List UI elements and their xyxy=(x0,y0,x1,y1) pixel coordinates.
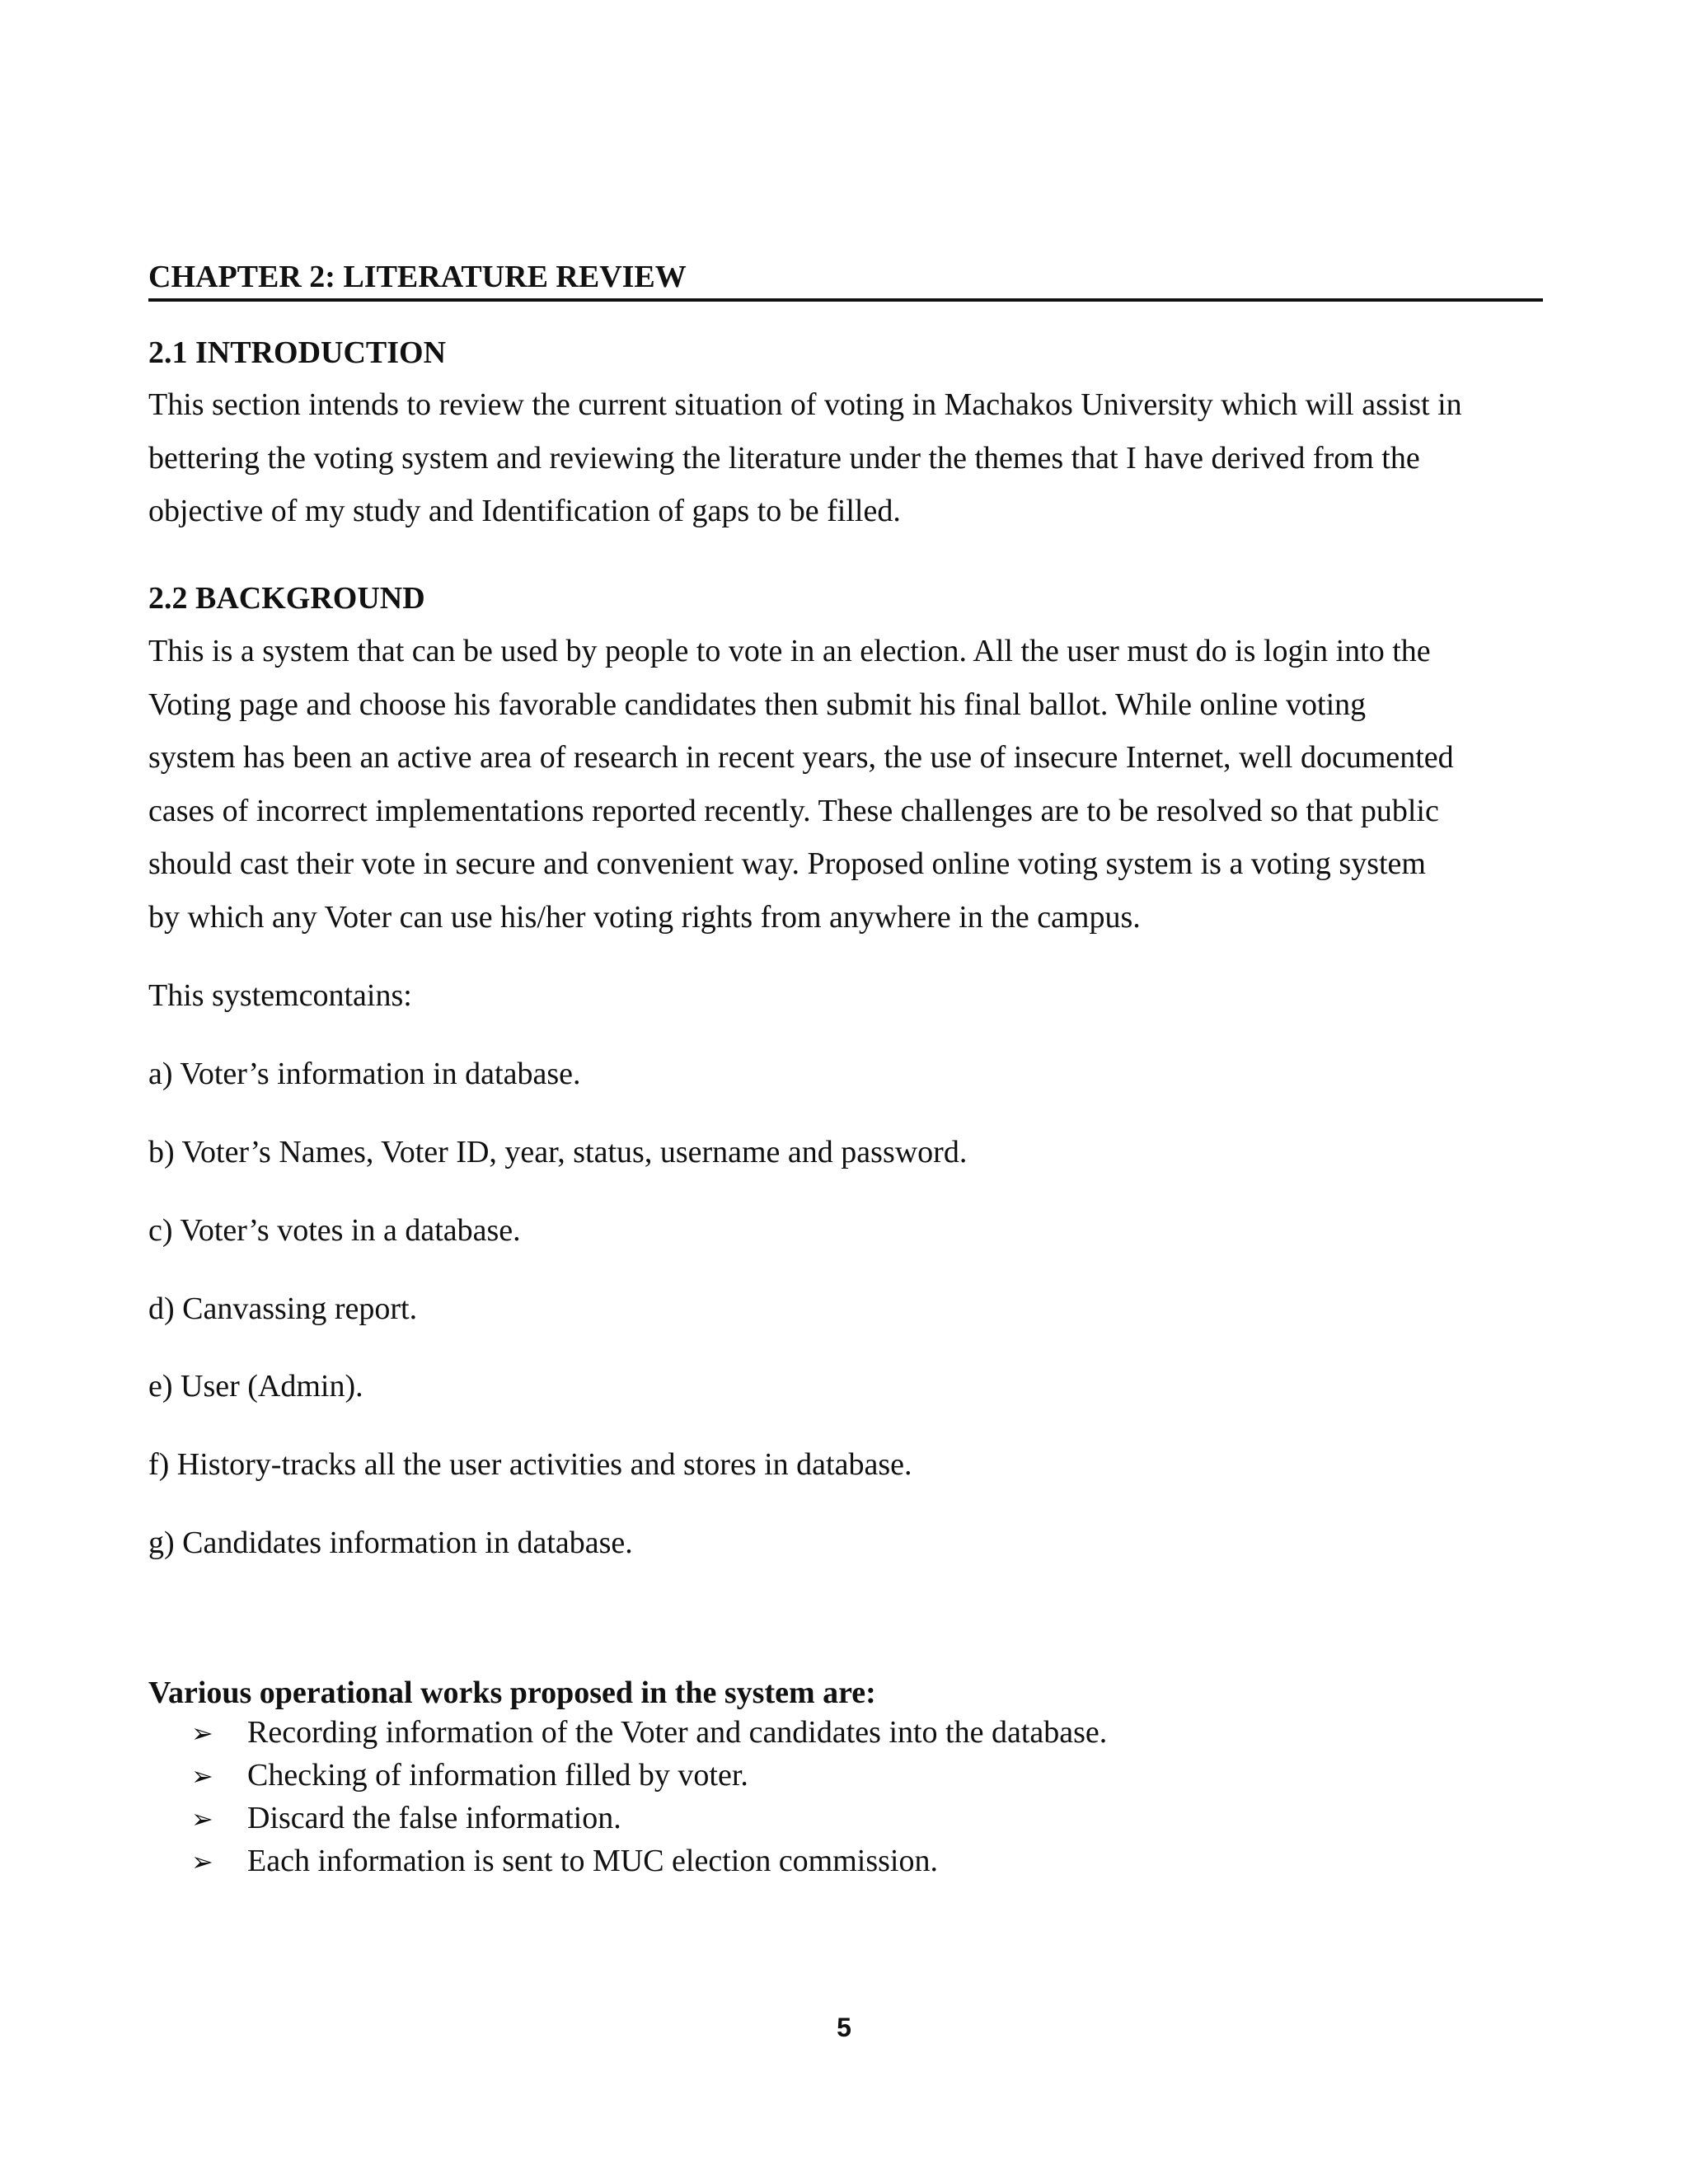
list-item: a) Voter’s information in database. xyxy=(148,1057,581,1091)
arrowhead-bullet-icon: ➢ xyxy=(191,1846,213,1877)
bullet-text: Recording information of the Voter and candidates into the database. xyxy=(247,1715,1108,1750)
bullet-item xyxy=(191,1711,1551,1755)
paragraph-line: Voting page and choose his favorable candidates then submit his final ballot. While online voting xyxy=(148,687,1367,722)
bullet-text: Each information is sent to MUC election commission. xyxy=(247,1844,938,1878)
bullet-item xyxy=(191,1797,1551,1840)
bullet-item xyxy=(191,1754,1551,1797)
paragraph-line: objective of my study and Identification of gaps to be filled. xyxy=(148,494,901,528)
section-heading-introduction: 2.1 INTRODUCTION xyxy=(148,335,447,370)
section-heading-background: 2.2 BACKGROUND xyxy=(148,581,425,616)
arrowhead-bullet-icon: ➢ xyxy=(191,1760,213,1792)
page-number: 5 xyxy=(837,2013,851,2042)
paragraph-line: should cast their vote in secure and convenient way. Proposed online voting system is a voting system xyxy=(148,846,1426,881)
list-item: b) Voter’s Names, Voter ID, year, status, username and password. xyxy=(148,1135,968,1169)
operations-heading: Various operational works proposed in the system are: xyxy=(148,1675,876,1710)
bullet-text: Checking of information filled by voter. xyxy=(247,1758,748,1793)
arrowhead-bullet-icon: ➢ xyxy=(191,1718,213,1749)
paragraph-line: This is a system that can be used by people to vote in an election. All the user must do is login into the xyxy=(148,634,1431,668)
arrowhead-bullet-icon: ➢ xyxy=(191,1803,213,1835)
bullet-text: Discard the false information. xyxy=(247,1801,621,1835)
list-item: e) User (Admin). xyxy=(148,1369,363,1404)
paragraph-line: system has been an active area of research in recent years, the use of insecure Internet, well documented xyxy=(148,740,1454,775)
chapter-title: CHAPTER 2: LITERATURE REVIEW xyxy=(148,260,687,294)
paragraph-line: bettering the voting system and reviewing the literature under the themes that I have derived from the xyxy=(148,440,1420,476)
list-item: c) Voter’s votes in a database. xyxy=(148,1213,521,1248)
paragraph-line: This section intends to review the current situation of voting in Machakos University which will assist in xyxy=(148,387,1462,422)
list-item: g) Candidates information in database. xyxy=(148,1526,633,1560)
paragraph-line: by which any Voter can use his/her voting rights from anywhere in the campus. xyxy=(148,899,1141,935)
list-item: d) Canvassing report. xyxy=(148,1291,418,1326)
bullet-item xyxy=(191,1840,1551,1883)
system-contains-label: This systemcontains: xyxy=(148,978,412,1013)
chapter-underline-rule xyxy=(148,298,1543,302)
paragraph-line: cases of incorrect implementations reported recently. These challenges are to be resolved so that public xyxy=(148,793,1439,828)
list-item: f) History-tracks all the user activities and stores in database. xyxy=(148,1447,912,1482)
background-paragraph xyxy=(148,625,1558,944)
introduction-paragraph xyxy=(148,378,1558,538)
